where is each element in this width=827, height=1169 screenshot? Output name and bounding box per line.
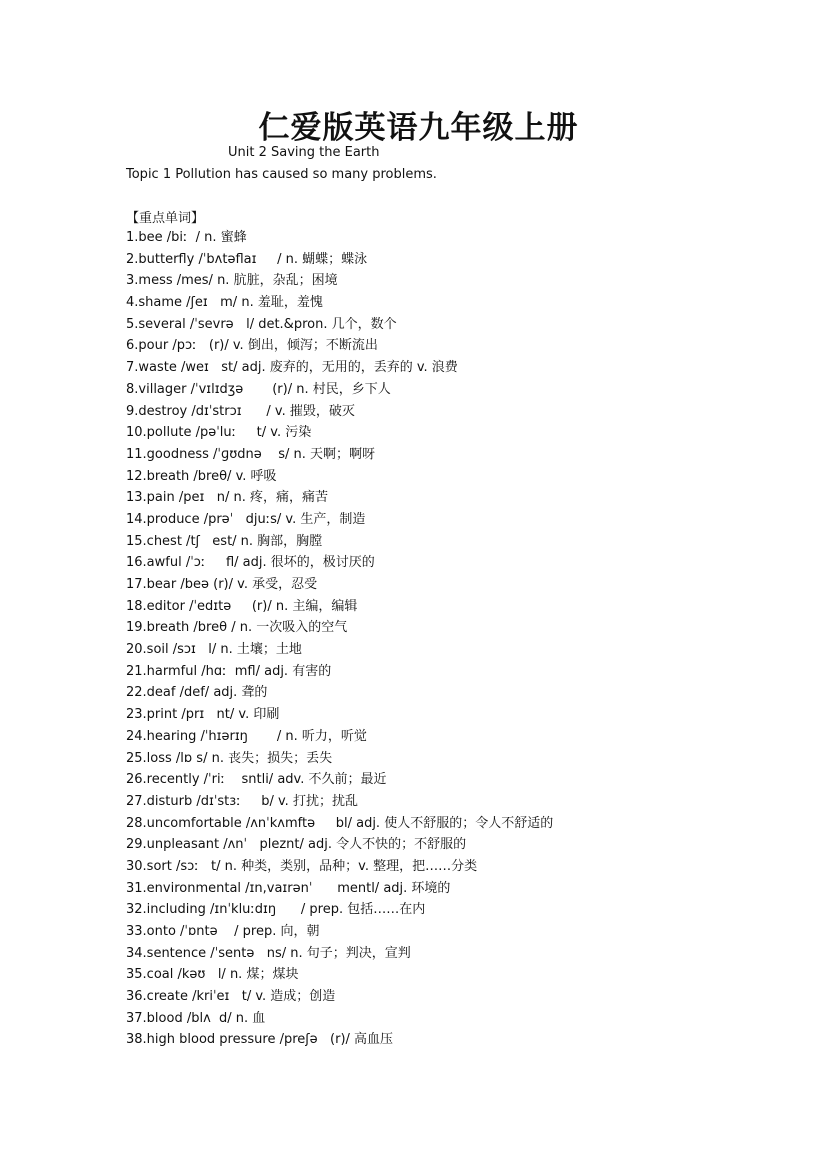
vocab-item: 12.breath /breθ/ v. 呼吸 xyxy=(126,468,277,484)
vocab-item: 7.waste /weɪ st/ adj. 废弃的，无用的，丢弃的 v. 浪费 xyxy=(126,360,458,376)
vocab-item: 9.destroy /dɪˈstrɔɪ / v. 摧毁，破灭 xyxy=(126,403,355,419)
vocab-item: 4.shame /ʃeɪ m/ n. 羞耻，羞愧 xyxy=(126,295,323,311)
vocab-item: 5.several /ˈsevrə l/ det.&pron. 几个，数个 xyxy=(126,316,397,332)
vocab-item: 19.breath /breθ / n. 一次吸入的空气 xyxy=(126,620,348,636)
vocab-item: 34.sentence /ˈsentə ns/ n. 句子；判决，宣判 xyxy=(126,945,411,961)
vocab-item: 32.including /ɪnˈkluːdɪŋ / prep. 包括……在内 xyxy=(126,902,426,918)
vocab-item: 30.sort /sɔː t/ n. 种类，类别，品种；v. 整理，把……分类 xyxy=(126,858,478,874)
vocab-item: 2.butterfly /ˈbʌtəflaɪ / n. 蝴蝶；蝶泳 xyxy=(126,251,368,267)
vocabulary-list xyxy=(126,227,553,1051)
vocab-item: 38.high blood pressure /preʃə (r)/ 高血压 xyxy=(126,1032,394,1048)
vocab-item: 14.produce /prəˈ djuːs/ v. 生产，制造 xyxy=(126,511,366,527)
vocab-item: 27.disturb /dɪˈstɜː b/ v. 打扰；扰乱 xyxy=(126,793,358,809)
vocab-item: 15.chest /tʃ est/ n. 胸部，胸膛 xyxy=(126,533,323,549)
vocab-item: 37.blood /blʌ d/ n. 血 xyxy=(126,1010,266,1026)
vocab-item: 24.hearing /ˈhɪərɪŋ / n. 听力，听觉 xyxy=(126,728,367,744)
vocab-item: 6.pour /pɔː (r)/ v. 倒出，倾泻；不断流出 xyxy=(126,338,378,354)
vocab-item: 35.coal /kəʊ l/ n. 煤；煤块 xyxy=(126,967,299,983)
vocab-item: 8.villager /ˈvɪlɪdʒə (r)/ n. 村民，乡下人 xyxy=(126,381,391,397)
vocab-item: 20.soil /sɔɪ l/ n. 土壤；土地 xyxy=(126,642,302,658)
vocab-item: 17.bear /beə (r)/ v. 承受，忍受 xyxy=(126,577,318,592)
topic-heading: Topic 1 Pollution has caused so many problems. xyxy=(126,167,437,182)
vocab-item: 10.pollute /pəˈluː t/ v. 污染 xyxy=(126,425,312,441)
vocab-item: 31.environmental /ɪn,vaɪrənˈ mentl/ adj. 环境的 xyxy=(126,880,451,896)
vocab-item: 1.bee /biː / n. 蜜蜂 xyxy=(126,230,247,245)
vocab-item: 11.goodness /ˈɡʊdnə s/ n. 天啊；啊呀 xyxy=(126,446,376,462)
section-header: 【重点单词】 xyxy=(126,211,205,226)
vocab-item: 23.print /prɪ nt/ v. 印刷 xyxy=(126,707,280,723)
unit-heading: Unit 2 Saving the Earth xyxy=(228,145,380,160)
vocab-item: 33.onto /ˈɒntə / prep. 向，朝 xyxy=(126,924,320,939)
vocab-item: 16.awful /ˈɔː fl/ adj. 很坏的，极讨厌的 xyxy=(126,555,375,571)
vocab-item: 22.deaf /def/ adj. 聋的 xyxy=(126,685,268,701)
vocab-item: 25.loss /lɒ s/ n. 丧失；损失；丢失 xyxy=(126,750,333,766)
document-title: 仁爱版英语九年级上册 xyxy=(258,110,579,146)
vocab-item: 18.editor /ˈedɪtə (r)/ n. 主编，编辑 xyxy=(126,598,358,614)
vocab-item: 36.create /kriˈeɪ t/ v. 造成；创造 xyxy=(126,989,336,1005)
vocab-item: 3.mess /mes/ n. 肮脏，杂乱；困境 xyxy=(126,273,338,289)
vocab-item: 13.pain /peɪ n/ n. 疼，痛，痛苦 xyxy=(126,490,328,506)
vocab-item: 21.harmful /hɑː mfl/ adj. 有害的 xyxy=(126,663,332,679)
vocab-item: 29.unpleasant /ʌnˈ pleznt/ adj. 令人不快的；不舒服的 xyxy=(126,837,467,853)
vocab-item: 26.recently /ˈriː sntli/ adv. 不久前；最近 xyxy=(126,772,387,788)
vocab-item: 28.uncomfortable /ʌnˈkʌmftə bl/ adj. 使人不舒服的；令人不舒适的 xyxy=(126,815,554,831)
